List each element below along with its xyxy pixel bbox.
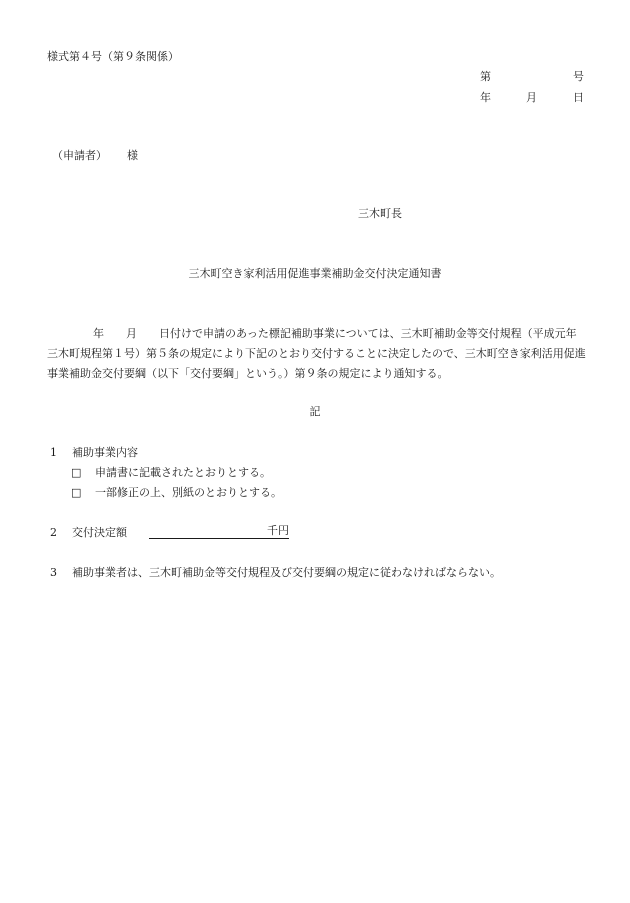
item-number: 2 [50,526,57,539]
doc-number-prefix: 第 [480,70,491,83]
body-paragraph [47,324,587,384]
option-label: 申請書に記載されたとおりとする。 [95,466,271,479]
body-date-month: 月 [126,327,137,340]
amount-unit: 千円 [267,524,289,537]
checkbox-icon[interactable]: □ [71,466,82,479]
form-number: 様式第４号（第９条関係） [47,50,179,63]
option-label: 一部修正の上、別紙のとおりとする。 [95,486,282,499]
date-year: 年 [480,91,491,104]
applicant-line [52,149,138,163]
item-label: 補助事業者は、三木町補助金等交付規程及び交付要綱の規定に従わなければならない。 [72,566,501,579]
ki-heading: 記 [309,405,321,418]
item-1 [50,446,138,460]
issuer-name: 三木町長 [358,207,402,220]
item-number: 1 [50,446,57,459]
amount-field[interactable] [149,526,289,539]
body-text: 日付けで申請のあった標記補助事業については、三木町補助金等交付規程（平成元年三木町規程第１号）第５条の規定により下記のとおり交付することに決定したので、三木町空き家利活用促進事業補助金交付要綱（以下「交付要綱」という。）第９条の規定により通知する。 [47,327,586,380]
applicant-honorific: 様 [127,149,138,162]
document-title: 三木町空き家利活用促進事業補助金交付決定通知書 [188,267,442,280]
date-day: 日 [573,91,584,104]
date-month: 月 [526,91,537,104]
item-3 [50,566,501,580]
doc-number-suffix: 号 [573,70,584,83]
item-2 [50,526,289,540]
item-label: 補助事業内容 [72,446,138,459]
option-partially-modified[interactable] [71,486,282,500]
item-label: 交付決定額 [72,526,127,539]
option-as-applied[interactable] [71,466,271,480]
body-date-year: 年 [93,327,104,340]
checkbox-icon[interactable]: □ [71,486,82,499]
applicant-label: （申請者） [52,149,107,162]
item-number: 3 [50,566,57,579]
